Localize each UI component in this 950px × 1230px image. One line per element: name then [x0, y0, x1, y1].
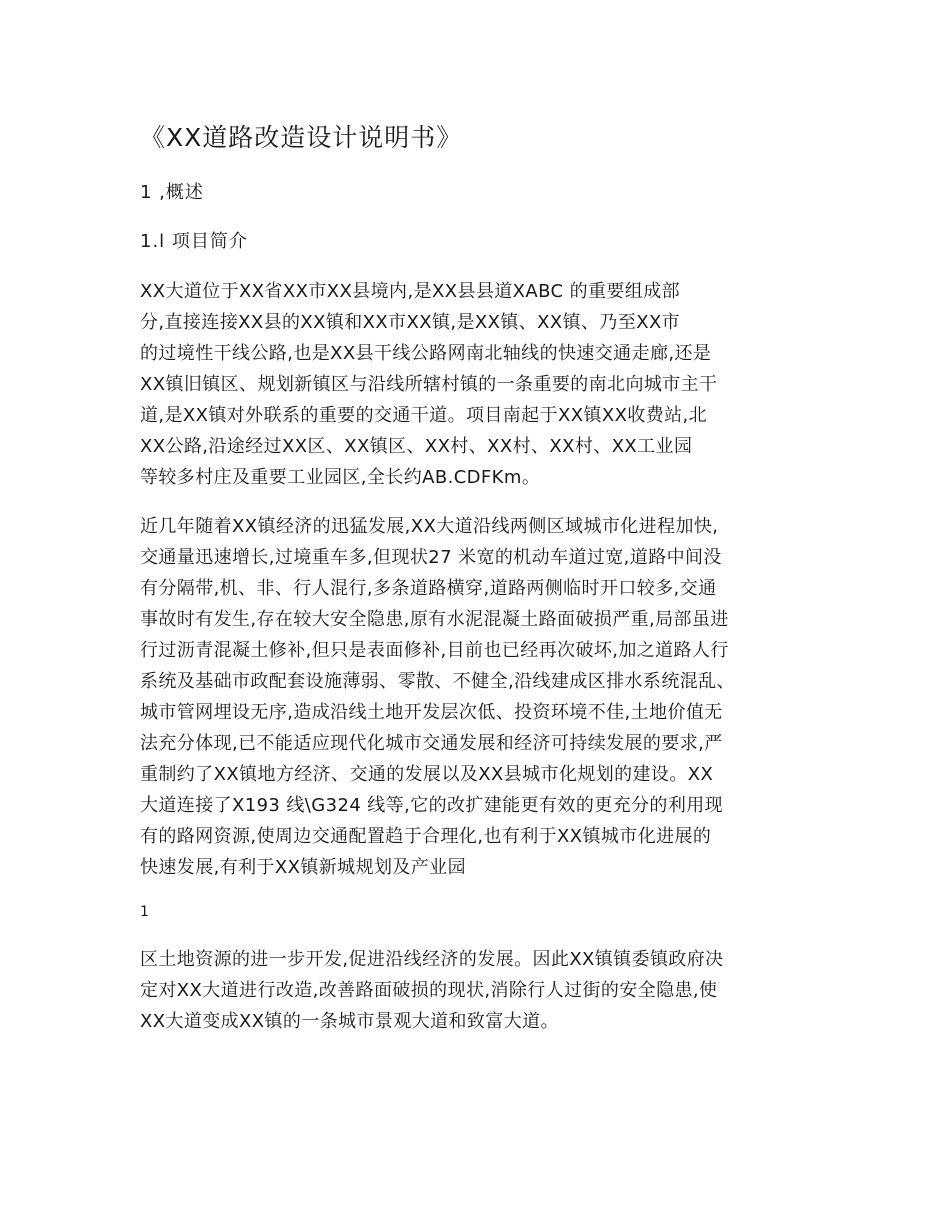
section-heading-overview: 1 ,概述 — [140, 182, 204, 203]
paragraph-2-line: 快速发展,有利于XX镇新城规划及产业园 — [140, 857, 466, 878]
paragraph-2-line: 行过沥青混凝土修补,但只是表面修补,目前也已经再次破坏,加之道路人行 — [140, 640, 729, 661]
paragraph-1-line: 道,是XX镇对外联系的重要的交通干道。项目南起于XX镇XX收费站,北 — [140, 405, 708, 426]
page-number: 1 — [140, 904, 149, 920]
paragraph-3-line: XX大道变成XX镇的一条城市景观大道和致富大道。 — [140, 1011, 559, 1032]
paragraph-1-line: XX镇旧镇区、规划新镇区与沿线所辖村镇的一条重要的南北向城市主干 — [140, 374, 718, 395]
paragraph-2-line: 城市管网埋设无序,造成沿线土地开发层次低、投资环境不佳,土地价值无 — [140, 702, 723, 723]
paragraph-2-line: 近几年随着XX镇经济的迅猛发展,XX大道沿线两侧区域城市化进程加快, — [140, 516, 719, 537]
paragraph-3-line: 区土地资源的进一步开发,促进沿线经济的发展。因此XX镇镇委镇政府决 — [140, 949, 724, 970]
paragraph-2-line: 大道连接了X193 线\G324 线等,它的改扩建能更有效的更充分的利用现 — [140, 795, 724, 816]
paragraph-1-line: 分,直接连接XX县的XX镇和XX市XX镇,是XX镇、XX镇、乃至XX市 — [140, 312, 681, 333]
paragraph-3-line: 定对XX大道进行改造,改善路面破损的现状,消除行人过街的安全隐患,使 — [140, 980, 718, 1001]
paragraph-2-line: 有的路网资源,使周边交通配置趋于合理化,也有利于XX镇城市化进展的 — [140, 826, 712, 847]
paragraph-2-line: 系统及基础市政配套设施薄弱、零散、不健全,沿线建成区排水系统混乱、 — [140, 671, 735, 692]
paragraph-2-line: 重制约了XX镇地方经济、交通的发展以及XX县城市化规划的建设。XX — [140, 764, 714, 785]
paragraph-1-line: 的过境性干线公路,也是XX县干线公路网南北轴线的快速交通走廊,还是 — [140, 343, 712, 364]
paragraph-2-line: 法充分体现,已不能适应现代化城市交通发展和经济可持续发展的要求,严 — [140, 733, 723, 754]
paragraph-1-line: XX大道位于XX省XX市XX县境内,是XX县县道XABC 的重要组成部 — [140, 281, 680, 302]
paragraph-2-line: 有分隔带,机、非、行人混行,多条道路横穿,道路两侧临时开口较多,交通 — [140, 578, 717, 599]
section-heading-project-intro: 1.l 项目简介 — [140, 231, 248, 252]
document-title: 《XX道路改造设计说明书》 — [140, 123, 463, 152]
paragraph-2-line: 交通量迅速增长,过境重车多,但现状27 米宽的机动车道过宽,道路中间没 — [140, 547, 722, 568]
paragraph-1-line: XX公路,沿途经过XX区、XX镇区、XX村、XX村、XX村、XX工业园 — [140, 436, 693, 457]
paragraph-1-line: 等较多村庄及重要工业园区,全长约AB.CDFKm。 — [140, 467, 541, 488]
paragraph-2-line: 事故时有发生,存在较大安全隐患,原有水泥混凝土路面破损严重,局部虽进 — [140, 609, 729, 630]
